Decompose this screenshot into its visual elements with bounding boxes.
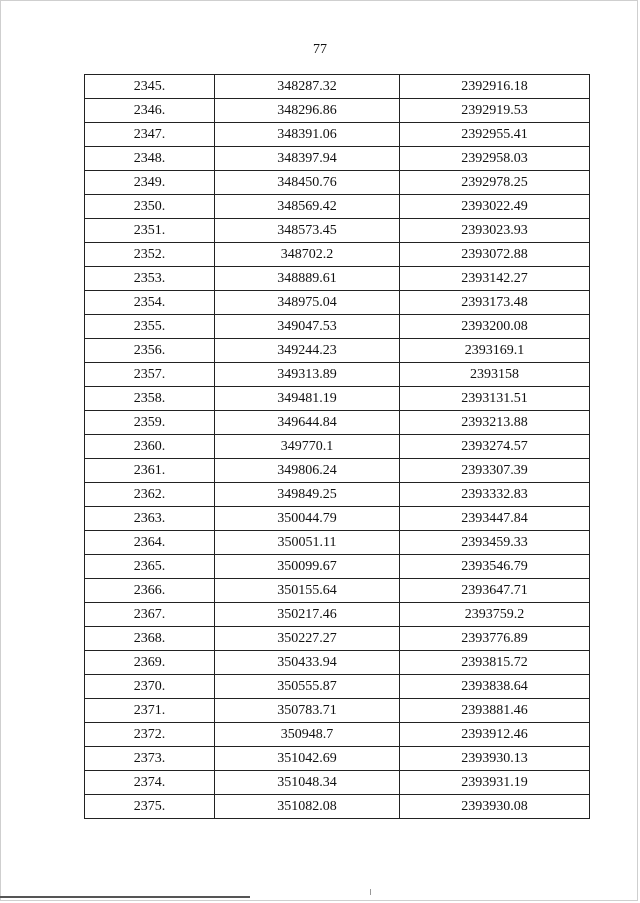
table-row	[85, 795, 590, 819]
page-number: 77	[313, 42, 327, 57]
table-row	[85, 243, 590, 267]
point-number-cell: 2349.	[85, 171, 215, 195]
point-number-cell: 2357.	[85, 363, 215, 387]
point-number-cell: 2356.	[85, 339, 215, 363]
table-row	[85, 651, 590, 675]
point-number-cell: 2352.	[85, 243, 215, 267]
y-coordinate-cell: 2393072.88	[400, 243, 590, 267]
table-row	[85, 195, 590, 219]
x-coordinate-cell: 349644.84	[215, 411, 400, 435]
table-row	[85, 483, 590, 507]
point-number-cell: 2371.	[85, 699, 215, 723]
table-row	[85, 387, 590, 411]
table-row	[85, 675, 590, 699]
table-row	[85, 219, 590, 243]
point-number-cell: 2364.	[85, 531, 215, 555]
y-coordinate-cell: 2393131.51	[400, 387, 590, 411]
table-row	[85, 723, 590, 747]
table-row	[85, 267, 590, 291]
x-coordinate-cell: 351082.08	[215, 795, 400, 819]
x-coordinate-cell: 349770.1	[215, 435, 400, 459]
x-coordinate-cell: 348296.86	[215, 99, 400, 123]
x-coordinate-cell: 349313.89	[215, 363, 400, 387]
x-coordinate-cell: 350783.71	[215, 699, 400, 723]
x-coordinate-cell: 350217.46	[215, 603, 400, 627]
table-row	[85, 147, 590, 171]
x-coordinate-cell: 349849.25	[215, 483, 400, 507]
point-number-cell: 2350.	[85, 195, 215, 219]
point-number-cell: 2368.	[85, 627, 215, 651]
x-coordinate-cell: 348450.76	[215, 171, 400, 195]
point-number-cell: 2369.	[85, 651, 215, 675]
point-number-cell: 2351.	[85, 219, 215, 243]
table-row	[85, 435, 590, 459]
y-coordinate-cell: 2393173.48	[400, 291, 590, 315]
x-coordinate-cell: 350051.11	[215, 531, 400, 555]
y-coordinate-cell: 2393169.1	[400, 339, 590, 363]
x-coordinate-cell: 348573.45	[215, 219, 400, 243]
y-coordinate-cell: 2393022.49	[400, 195, 590, 219]
table-row	[85, 627, 590, 651]
y-coordinate-cell: 2393158	[400, 363, 590, 387]
y-coordinate-cell: 2393815.72	[400, 651, 590, 675]
point-number-cell: 2362.	[85, 483, 215, 507]
y-coordinate-cell: 2393546.79	[400, 555, 590, 579]
point-number-cell: 2347.	[85, 123, 215, 147]
table-row	[85, 459, 590, 483]
y-coordinate-cell: 2393213.88	[400, 411, 590, 435]
y-coordinate-cell: 2393930.13	[400, 747, 590, 771]
x-coordinate-cell: 350948.7	[215, 723, 400, 747]
y-coordinate-cell: 2393447.84	[400, 507, 590, 531]
y-coordinate-cell: 2392916.18	[400, 75, 590, 99]
point-number-cell: 2355.	[85, 315, 215, 339]
point-number-cell: 2365.	[85, 555, 215, 579]
table-row	[85, 339, 590, 363]
point-number-cell: 2360.	[85, 435, 215, 459]
footer-rule	[0, 896, 250, 898]
point-number-cell: 2346.	[85, 99, 215, 123]
y-coordinate-cell: 2393023.93	[400, 219, 590, 243]
x-coordinate-cell: 351042.69	[215, 747, 400, 771]
x-coordinate-cell: 348391.06	[215, 123, 400, 147]
y-coordinate-cell: 2393838.64	[400, 675, 590, 699]
table-row	[85, 171, 590, 195]
x-coordinate-cell: 348397.94	[215, 147, 400, 171]
point-number-cell: 2370.	[85, 675, 215, 699]
y-coordinate-cell: 2392955.41	[400, 123, 590, 147]
point-number-cell: 2361.	[85, 459, 215, 483]
x-coordinate-cell: 348975.04	[215, 291, 400, 315]
table-row	[85, 75, 590, 99]
x-coordinate-cell: 349047.53	[215, 315, 400, 339]
point-number-cell: 2348.	[85, 147, 215, 171]
x-coordinate-cell: 350155.64	[215, 579, 400, 603]
table-row	[85, 507, 590, 531]
table-row	[85, 291, 590, 315]
x-coordinate-cell: 350044.79	[215, 507, 400, 531]
x-coordinate-cell: 350555.87	[215, 675, 400, 699]
table-row	[85, 531, 590, 555]
y-coordinate-cell: 2393332.83	[400, 483, 590, 507]
y-coordinate-cell: 2393912.46	[400, 723, 590, 747]
y-coordinate-cell: 2393647.71	[400, 579, 590, 603]
table-row	[85, 315, 590, 339]
y-coordinate-cell: 2393307.39	[400, 459, 590, 483]
y-coordinate-cell: 2393776.89	[400, 627, 590, 651]
x-coordinate-cell: 349806.24	[215, 459, 400, 483]
x-coordinate-cell: 351048.34	[215, 771, 400, 795]
point-number-cell: 2373.	[85, 747, 215, 771]
table-row	[85, 771, 590, 795]
x-coordinate-cell: 350227.27	[215, 627, 400, 651]
coordinates-table	[84, 74, 590, 819]
y-coordinate-cell: 2393459.33	[400, 531, 590, 555]
table-row	[85, 123, 590, 147]
x-coordinate-cell: 348702.2	[215, 243, 400, 267]
y-coordinate-cell: 2393274.57	[400, 435, 590, 459]
y-coordinate-cell: 2392958.03	[400, 147, 590, 171]
y-coordinate-cell: 2393200.08	[400, 315, 590, 339]
table-row	[85, 363, 590, 387]
y-coordinate-cell: 2393759.2	[400, 603, 590, 627]
y-coordinate-cell: 2393142.27	[400, 267, 590, 291]
point-number-cell: 2345.	[85, 75, 215, 99]
y-coordinate-cell: 2392978.25	[400, 171, 590, 195]
table-row	[85, 603, 590, 627]
y-coordinate-cell: 2393930.08	[400, 795, 590, 819]
y-coordinate-cell: 2393881.46	[400, 699, 590, 723]
point-number-cell: 2359.	[85, 411, 215, 435]
table-row	[85, 555, 590, 579]
x-coordinate-cell: 348569.42	[215, 195, 400, 219]
point-number-cell: 2363.	[85, 507, 215, 531]
table-row	[85, 699, 590, 723]
x-coordinate-cell: 350433.94	[215, 651, 400, 675]
point-number-cell: 2358.	[85, 387, 215, 411]
x-coordinate-cell: 348287.32	[215, 75, 400, 99]
footer-mark	[370, 889, 371, 895]
x-coordinate-cell: 348889.61	[215, 267, 400, 291]
point-number-cell: 2374.	[85, 771, 215, 795]
table-row	[85, 99, 590, 123]
table-row	[85, 747, 590, 771]
point-number-cell: 2366.	[85, 579, 215, 603]
point-number-cell: 2353.	[85, 267, 215, 291]
table-row	[85, 579, 590, 603]
table-row	[85, 411, 590, 435]
point-number-cell: 2367.	[85, 603, 215, 627]
coordinates-table-body	[85, 75, 590, 819]
point-number-cell: 2354.	[85, 291, 215, 315]
x-coordinate-cell: 349244.23	[215, 339, 400, 363]
point-number-cell: 2372.	[85, 723, 215, 747]
x-coordinate-cell: 349481.19	[215, 387, 400, 411]
y-coordinate-cell: 2392919.53	[400, 99, 590, 123]
y-coordinate-cell: 2393931.19	[400, 771, 590, 795]
x-coordinate-cell: 350099.67	[215, 555, 400, 579]
point-number-cell: 2375.	[85, 795, 215, 819]
